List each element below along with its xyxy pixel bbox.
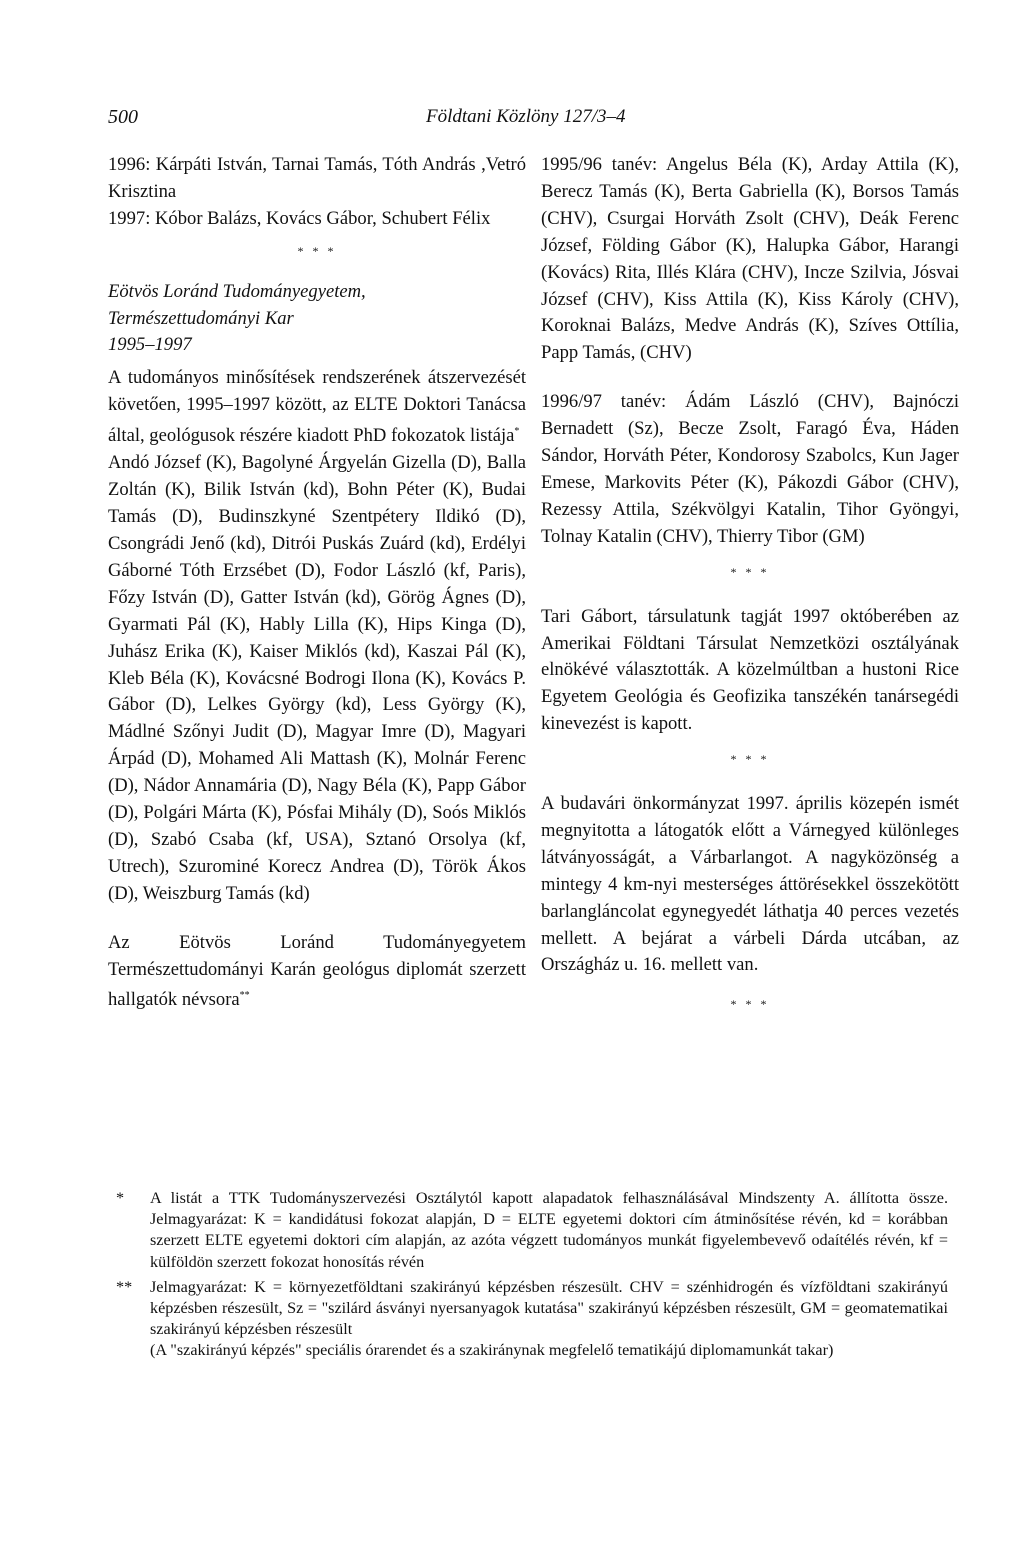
section-separator: * * *: [730, 997, 770, 1012]
page-number: 500: [108, 106, 138, 128]
graduates-intro: [108, 930, 526, 1015]
right-column: [541, 152, 959, 1018]
footnote-2-note: (A "szakirányú képzés" speciális órarendet és a szakiránynak megfelelő tematikájú diplomamunkát takar): [150, 1341, 834, 1360]
footnote-ref-1: *: [514, 426, 520, 438]
year-1996-list: 1996: Kárpáti István, Tarnai Tamás, Tóth András ,Vetró Krisztina: [108, 154, 526, 202]
section-separator: * * *: [297, 243, 337, 258]
budavar-news: A budavári önkormányzat 1997. április közepén ismét megnyitotta a látogatók előtt a Várnegyed különleges látványosságát, a Várbarlangot. A nagyközönség a mintegy 4 km-nyi mesterséges áttörésekkel összekötött barlangláncolat egynegyedét láthatja 40 perces vezetés mellett. A bejárat a várbeli Dárda utcában, az Országház u. 16. mellett van.: [541, 793, 959, 976]
year-1997-list: 1997: Kóbor Balázs, Kovács Gábor, Schubert Félix: [108, 207, 491, 229]
tari-news: Tari Gábort, társulatunk tagját 1997 októberében az Amerikai Földtani Társulat Nemzetközi osztályának elnökévé választották. A közelmúltban a hustoni Rice Egyetem Geológia és Geofizika tanszékén tanársegédi kinevezést is kapott.: [541, 605, 959, 735]
footnote-1-mark: *: [116, 1189, 125, 1207]
section-separator: * * *: [730, 752, 770, 767]
phd-names-list: Andó József (K), Bagolyné Árgyelán Gizella (D), Balla Zoltán (K), Bilik István (kd), Bohn Péter (K), Budai Tamás (D), Budinszkyné Szentpétery Ildikó (D), Csongrádi Jenő (kd), Ditrói Puskás Zuárd (kd), Erdélyi Gáborné Tóth Erzsébet (D), Fodor László (kf, Paris), Főzy István (D), Gatter István (kd), Görög Ágnes (D), Gyarmati Pál (K), Hably Lilla (K), Hips Kinga (D), Juhász Erika (K), Kaiser Miklós (kd), Kaszai Pál (K), Kleb Béla (K), Kovácsné Bodrogi Ilona (K), Kovács P. Gábor (D), Lelkes György (kd), Less György (K), Mádlné Szőnyi Judit (D), Magyar Imre (D), Magyari Árpád (D), Mohamed Ali Mattash (K), Molnár Ferenc (D), Nádor Annamária (D), Nagy Béla (K), Papp Gábor (D), Polgári Márta (K), Pósfai Mihály (D), Soós Miklós (D), Szabó Csaba (kf, USA), Sztanó Orsolya (kf, Utrech), Szurominé Korecz Andrea (D), Török Ákos (D), Weiszburg Tamás (kd): [108, 452, 526, 904]
graduates-intro-text: Az Eötvös Loránd Tudományegyetem Természettudományi Karán geológus diplomát szerzett hallgatók névsora: [108, 931, 526, 1011]
footnotes: [116, 1188, 948, 1366]
footnote-2: [116, 1277, 948, 1362]
period-years: 1995–1997: [108, 334, 192, 356]
year-1996-97-list: 1996/97 tanév: Ádám László (CHV), Bajnóczi Bernadett (Sz), Becze Zsolt, Faragó Éva, Háden Sándor, Horváth Péter, Kondorosy Szabolcs, Kun Jager Emese, Markovits Péter (K), Pákozdi Gábor (CHV), Rezessy Attila, Székvölgyi Katalin, Tihor Gyöngyi, Tolnay Katalin (CHV), Thierry Tibor (GM): [541, 391, 959, 547]
footnote-1-text: A listát a TTK Tudományszervezési Osztálytól kapott alapadatok felhasználásával Mindszenty A. állította össze. Jelmagyarázat: K = kandidátusi fokozat alapján, D = ELTE egyetemi doktori cím átminősítése révén, kd = korábban szerzett ELTE egyetemi doktori cím alapján, az azóta végzett tudományos munkát figyelembevevő odaítélés révén, kf = külföldön szerzett fokozat honosítás révén: [150, 1189, 948, 1271]
institution-name: Eötvös Loránd Tudományegyetem,: [108, 280, 366, 302]
footnote-1: [116, 1188, 948, 1273]
phd-intro-text: A tudományos minősítések rendszerének átszervezését követően, 1995–1997 között, az ELTE Doktori Tanácsa által, geológusok részére kiadott PhD fokozatok listája: [108, 367, 526, 447]
left-column: [108, 152, 526, 1015]
journal-title: Földtani Közlöny 127/3–4: [426, 106, 626, 127]
faculty-name: Természettudományi Kar: [108, 307, 294, 329]
footnote-ref-2: **: [239, 990, 250, 1002]
footnote-2-text: Jelmagyarázat: K = környezetföldtani szakirányú képzésben részesült. CHV = szénhidrogén és vízföldtani szakirányú képzésben részesült, Sz = "szilárd ásványi nyersanyagok kutatása" szakirányú képzésben részesült, GM = geomatematikai szakirányú képzésben részesült: [150, 1277, 948, 1339]
footnote-2-mark: **: [116, 1277, 133, 1296]
section-separator: * * *: [730, 564, 770, 579]
page-header: [108, 106, 948, 136]
year-1995-96-list: 1995/96 tanév: Angelus Béla (K), Arday Attila (K), Berecz Tamás (K), Berta Gabriella (K), Borsos Tamás (CHV), Csurgai Horváth Zsolt (CHV), Deák Ferenc József, Földing Gábor (K), Halupka Gábor, Harangi (Kovács) Rita, Illés Klára (CHV), Incze Szilvia, Jósvai József (CHV), Kiss Attila (K), Kiss Károly (CHV), Koroknai Balázs, Medve András (K), Szíves Ottília, Papp Tamás, (CHV): [541, 154, 959, 364]
phd-intro: [108, 365, 526, 450]
